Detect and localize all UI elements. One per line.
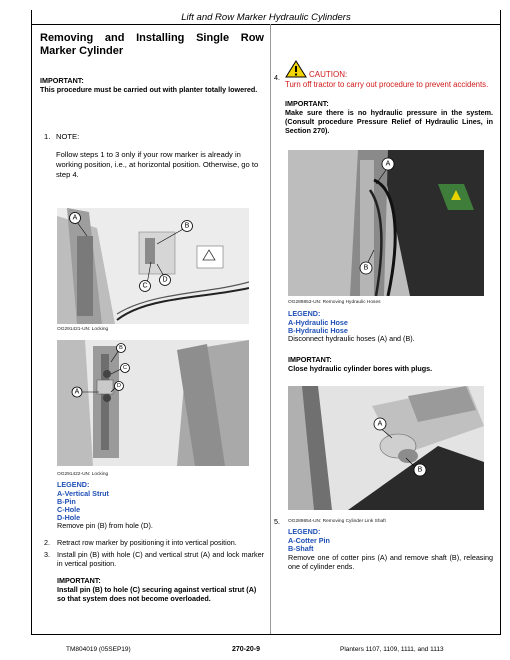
callout-b-label: B bbox=[184, 222, 190, 230]
callout-a-label: A bbox=[72, 214, 78, 222]
page-header-title: Lift and Row Marker Hydraulic Cylinders bbox=[181, 12, 351, 23]
figure-locking-vertical bbox=[57, 340, 249, 466]
step-1-note-text: Follow steps 1 to 3 only if your row marker is already in working position, i.e., at horizontal position. Otherwise, go to step 4. bbox=[56, 150, 259, 179]
footer-rule bbox=[31, 634, 501, 635]
step-3-number: 3. bbox=[44, 550, 50, 559]
important-text: Make sure there is no hydraulic pressure in the system. (Consult procedure Pressure Relief of Hydraulic Lines, in Section 270). bbox=[285, 108, 493, 135]
callout-b-label: B bbox=[363, 264, 369, 272]
legend-item: D-Hole bbox=[57, 513, 81, 522]
figure-locking-horizontal-illustration bbox=[57, 208, 249, 324]
callout-c-label: C bbox=[123, 365, 127, 371]
important-2-label: IMPORTANT: bbox=[288, 355, 332, 364]
footer-model-list: Planters 1107, 1109, 1111, and 1113 bbox=[340, 646, 444, 653]
header-rule bbox=[31, 24, 501, 25]
section-title: Removing and Installing Single Row Marker Cylinder bbox=[40, 32, 264, 57]
figure-removing-hydraulic-hoses bbox=[288, 150, 484, 296]
important-2-text: Close hydraulic cylinder bores with plugs. bbox=[288, 364, 433, 373]
remove-pin-text: Remove pin (B) from hole (D). bbox=[57, 521, 153, 530]
callout-a-label: A bbox=[377, 420, 383, 428]
legend-item: B-Shaft bbox=[288, 544, 314, 553]
callout-d-label: D bbox=[162, 276, 168, 284]
important-label: IMPORTANT: bbox=[40, 76, 84, 85]
figure-locking-horizontal-caption: OG291421-UN: Locking bbox=[57, 327, 109, 332]
step-2-number: 2. bbox=[44, 538, 50, 547]
callout-b bbox=[414, 464, 426, 476]
step-3-text: Install pin (B) with hole (C) and vertical strut (A) and lock marker in vertical position. bbox=[57, 550, 264, 568]
caution-label: CAUTION: bbox=[309, 70, 348, 79]
legend-item: B-Hydraulic Hose bbox=[288, 326, 348, 335]
callout-a-label: A bbox=[74, 388, 80, 396]
disconnect-hoses-text: Disconnect hydraulic hoses (A) and (B). bbox=[288, 334, 415, 343]
figure-removing-cylinder-link-shaft-illustration bbox=[288, 386, 484, 510]
callout-c bbox=[140, 281, 151, 292]
callout-a-label: A bbox=[385, 160, 391, 168]
step-2-text: Retract row marker by positioning it into vertical position. bbox=[57, 538, 237, 547]
caution-text: Turn off tractor to carry out procedure to prevent accidents. bbox=[285, 80, 489, 89]
important-2-label: IMPORTANT: bbox=[57, 576, 101, 585]
legend-item: C-Hole bbox=[57, 505, 81, 514]
column-divider bbox=[270, 24, 271, 634]
callout-c bbox=[121, 364, 130, 373]
remove-shaft-text: Remove one of cotter pins (A) and remove shaft (B), releasing one of cylinder ends. bbox=[288, 553, 493, 571]
legend-item: A-Vertical Strut bbox=[57, 489, 109, 498]
figure-removing-hydraulic-hoses-illustration bbox=[288, 150, 484, 296]
figure-removing-cylinder-link-shaft-caption: OG289854-UN: Removing Cylinder Link Shaft bbox=[288, 519, 386, 524]
callout-b bbox=[360, 262, 372, 274]
figure-locking-horizontal bbox=[57, 208, 249, 324]
callout-b-label: B bbox=[417, 466, 423, 474]
callout-b bbox=[117, 344, 126, 353]
step-1-number: 1. bbox=[44, 132, 51, 141]
figure-removing-hydraulic-hoses-caption: OG289853-UN: Removing Hydraulic Hoses bbox=[288, 300, 381, 305]
callout-d-label: D bbox=[117, 383, 121, 389]
important-2-text: Install pin (B) to hole (C) securing against vertical strut (A) so that system does not become overloaded. bbox=[57, 585, 257, 603]
legend-title: LEGEND: bbox=[57, 480, 90, 489]
footer-document-id: TM804019 (05SEP19) bbox=[66, 646, 131, 653]
important-label: IMPORTANT: bbox=[285, 99, 329, 108]
legend-item: B-Pin bbox=[57, 497, 76, 506]
legend-title: LEGEND: bbox=[288, 527, 321, 536]
footer-page-number: 270-20-9 bbox=[232, 646, 261, 653]
callout-d bbox=[160, 275, 171, 286]
important-text: This procedure must be carried out with planter totally lowered. bbox=[40, 85, 258, 94]
figure-locking-vertical-caption: OG291422-UN: Locking bbox=[57, 472, 109, 477]
legend-item: A-Hydraulic Hose bbox=[288, 318, 348, 327]
figure-locking-vertical-illustration bbox=[57, 340, 249, 466]
callout-b bbox=[182, 221, 193, 232]
callout-a bbox=[70, 213, 81, 224]
callout-b-label: B bbox=[119, 345, 123, 351]
callout-c-label: C bbox=[142, 282, 148, 290]
callout-a bbox=[72, 387, 82, 397]
figure-removing-cylinder-link-shaft bbox=[288, 386, 484, 510]
callout-a bbox=[382, 158, 394, 170]
legend-item: A-Cotter Pin bbox=[288, 536, 330, 545]
legend-title: LEGEND: bbox=[288, 309, 321, 318]
callout-d bbox=[115, 382, 124, 391]
step-1-note-label: NOTE: bbox=[56, 132, 80, 141]
callout-a bbox=[374, 418, 386, 430]
step-4-number: 4. bbox=[274, 73, 280, 82]
step-5-number: 5. bbox=[274, 517, 280, 526]
